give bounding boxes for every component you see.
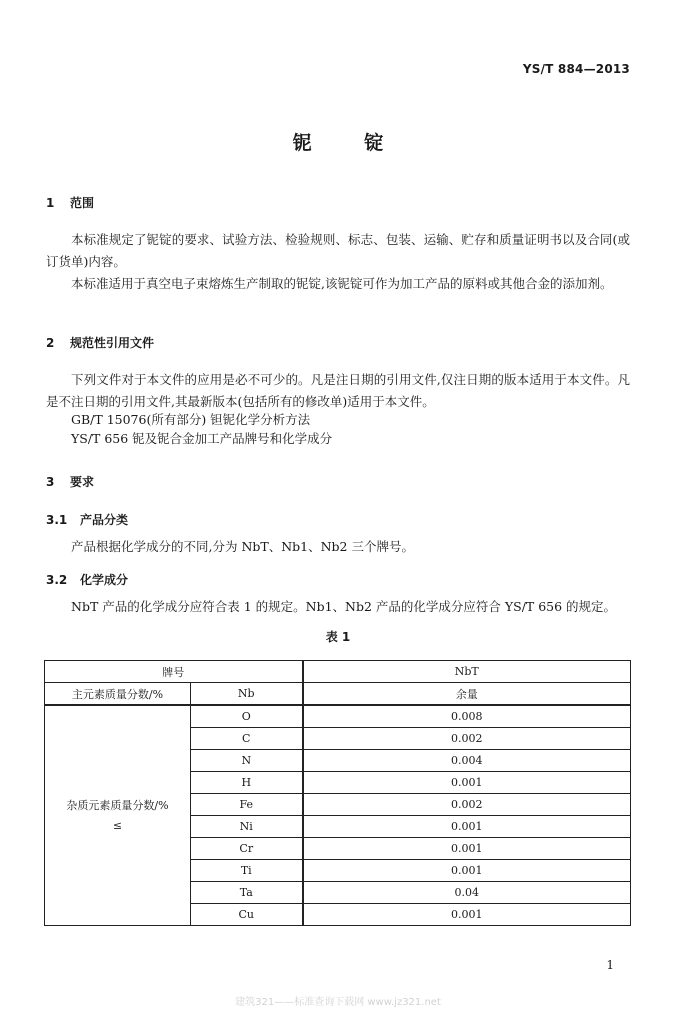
element-cell: Ni — [191, 816, 303, 838]
section-title: 产品分类 — [80, 513, 129, 527]
section-title: 化学成分 — [80, 573, 129, 587]
standard-code: YS/T 884—2013 — [522, 62, 630, 76]
section-title: 要求 — [70, 475, 95, 489]
section-title: 规范性引用文件 — [70, 336, 155, 350]
value-cell: 0.001 — [303, 860, 631, 882]
section-title: 范围 — [70, 196, 95, 210]
section-2-paragraph-1: 下列文件对于本文件的应用是必不可少的。凡是注日期的引用文件,仅注日期的版本适用于本文件。凡是不注日期的引用文件,其最新版本(包括所有的修改单)适用于本文件。 — [46, 372, 630, 409]
section-3-heading — [46, 473, 94, 490]
impurity-label-limit: ≤ — [112, 818, 123, 832]
section-number: 1 — [46, 196, 55, 210]
table-caption: 表 1 — [325, 630, 351, 644]
section-number: 3.1 — [46, 513, 68, 527]
main-element-row — [45, 683, 631, 706]
value-cell: 0.004 — [303, 750, 631, 772]
table-row — [45, 705, 631, 728]
main-element-label-cell: 主元素质量分数/% — [45, 683, 191, 706]
section-3-1-heading — [46, 511, 128, 528]
value-cell: 0.04 — [303, 882, 631, 904]
value-cell: 0.002 — [303, 728, 631, 750]
element-cell: Cr — [191, 838, 303, 860]
element-cell: Cu — [191, 904, 303, 926]
section-1-paragraph-1: 本标准规定了铌锭的要求、试验方法、检验规则、标志、包装、运输、贮存和质量证明书以及合同(或订货单)内容。 — [46, 232, 630, 269]
section-3-2-heading — [46, 571, 128, 588]
section-1-paragraph-2: 本标准适用于真空电子束熔炼生产制取的铌锭,该铌锭可作为加工产品的原料或其他合金的添加剂。 — [71, 276, 613, 291]
element-cell: H — [191, 772, 303, 794]
document-title: 铌 锭 — [292, 132, 384, 154]
element-cell: C — [191, 728, 303, 750]
element-cell: N — [191, 750, 303, 772]
value-cell: 0.001 — [303, 838, 631, 860]
element-cell: Ta — [191, 882, 303, 904]
reference-gbt-15076: GB/T 15076(所有部分) 钽铌化学分析方法 — [71, 412, 311, 427]
section-3-1-paragraph: 产品根据化学成分的不同,分为 NbT、Nb1、Nb2 三个牌号。 — [71, 539, 414, 554]
element-cell: Ti — [191, 860, 303, 882]
main-element-value-cell: 余量 — [303, 683, 631, 706]
impurity-label-cell — [45, 705, 191, 926]
value-cell: 0.001 — [303, 904, 631, 926]
value-cell: 0.008 — [303, 705, 631, 728]
grade-value-cell: NbT — [303, 661, 631, 683]
element-cell: O — [191, 705, 303, 728]
main-element-cell: Nb — [191, 683, 303, 706]
page-number: 1 — [606, 958, 614, 972]
chemical-composition-table — [44, 660, 631, 926]
impurity-label-text: 杂质元素质量分数/% — [66, 798, 169, 812]
element-cell: Fe — [191, 794, 303, 816]
watermark: 建筑321——标准查询下载网 www.jz321.net — [235, 997, 441, 1008]
value-cell: 0.001 — [303, 816, 631, 838]
section-number: 3.2 — [46, 573, 68, 587]
section-1-heading — [46, 194, 94, 211]
value-cell: 0.001 — [303, 772, 631, 794]
table-header-row — [45, 661, 631, 683]
section-3-2-paragraph: NbT 产品的化学成分应符合表 1 的规定。Nb1、Nb2 产品的化学成分应符合 YS/T 656 的规定。 — [71, 599, 617, 614]
reference-yst-656: YS/T 656 铌及铌合金加工产品牌号和化学成分 — [71, 431, 333, 446]
section-number: 3 — [46, 475, 55, 489]
grade-label-cell: 牌号 — [45, 661, 303, 683]
value-cell: 0.002 — [303, 794, 631, 816]
section-2-heading — [46, 334, 154, 351]
section-number: 2 — [46, 336, 55, 350]
